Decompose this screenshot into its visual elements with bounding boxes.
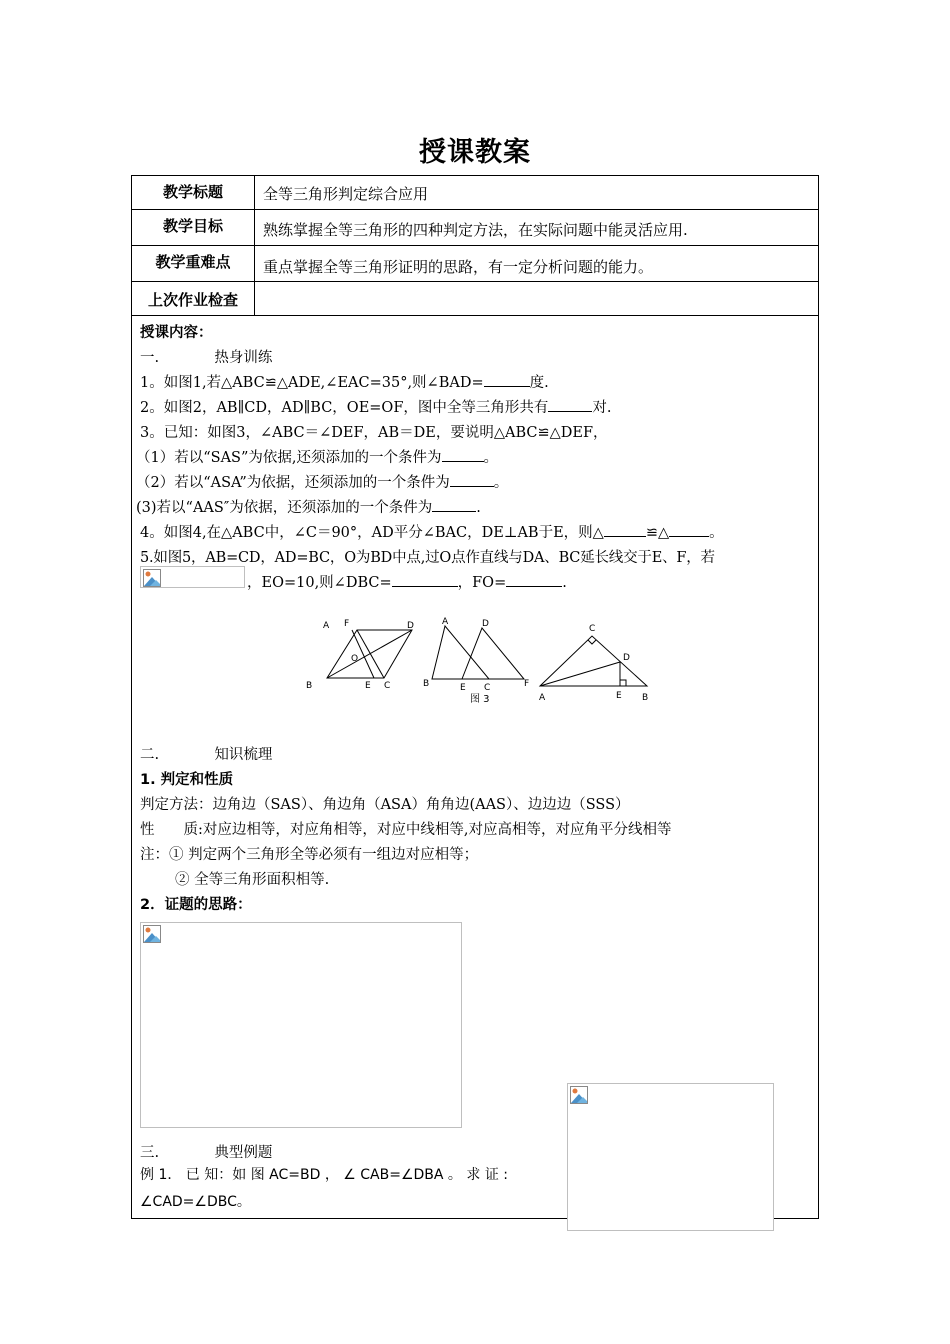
section-2-heading: [140, 743, 272, 764]
row-value: 重点掌握全等三角形证明的思路，有一定分析问题的能力。: [263, 258, 654, 276]
triangle-abc: [432, 626, 489, 679]
row-homework: [132, 282, 818, 316]
knowledge-1-note-1: 注：① 判定两个三角形全等必须有一组边对应相等；: [140, 847, 479, 863]
knowledge-1-properties: 性 质:对应边相等，对应角相等，对应中线相等,对应高相等，对应角平分线相等: [140, 822, 672, 838]
example-1-line-1: 例 1． 已 知：如 图 AC=BD ， ∠ CAB=∠DBA 。 求 证 :: [140, 1167, 508, 1183]
section-title: 知识梳理: [214, 747, 273, 763]
lesson-content: [132, 316, 818, 1216]
section-number: 二.: [140, 747, 160, 763]
figure-3-labels: [539, 624, 648, 703]
figure-two-triangles: [432, 626, 524, 679]
question-5: 5.如图5，AB=CD，AD=BC，O为BD中点,过O点作直线与DA、BC延长线交于E、F，若: [140, 550, 715, 566]
question-5-cont: [247, 571, 567, 592]
question-1: [140, 371, 549, 392]
label-b: B: [423, 679, 430, 689]
question-text: .: [562, 575, 567, 591]
section-number: 三.: [140, 1145, 160, 1161]
section-1-heading: [140, 346, 272, 367]
question-3: 3。已知：如图3，∠ABC＝∠DEF，AB＝DE，要说明△ABC≌△DEF，: [140, 425, 608, 441]
label-e: E: [460, 683, 466, 693]
section-3-heading: [140, 1141, 272, 1162]
row-value: 熟练掌握全等三角形的四种判定方法，在实际问题中能灵活应用.: [263, 221, 688, 239]
question-3-1: [136, 446, 498, 467]
broken-image-icon: [143, 569, 161, 587]
answer-blank[interactable]: [450, 474, 494, 487]
answer-blank[interactable]: [506, 574, 562, 587]
question-text: (3)若以“AAS″为依据，还须添加的一个条件为: [136, 500, 433, 516]
knowledge-2-heading: 2．证题的思路：: [140, 897, 252, 913]
question-text: （2）若以“ASA”为依据，还须添加的一个条件为: [136, 475, 450, 491]
label-f: F: [524, 679, 530, 689]
example-1-line-2: ∠CAD=∠DBC。: [140, 1194, 251, 1210]
label-o: O: [351, 654, 359, 664]
question-text: 度.: [529, 375, 549, 391]
label-d: D: [482, 619, 489, 629]
question-text: ，FO=: [457, 575, 507, 591]
figure-2-labels: [423, 617, 529, 705]
figure-parallelogram: [327, 630, 412, 678]
right-angle-mark-e: [620, 680, 626, 686]
row-value: 全等三角形判定综合应用: [263, 185, 429, 203]
diagonal-bd: [327, 630, 412, 678]
question-text: ，EO=10,则∠DBC=: [247, 575, 392, 591]
label-d: D: [623, 653, 630, 663]
triangle-def: [462, 628, 524, 679]
label-a: A: [323, 621, 330, 631]
label-a: A: [539, 693, 546, 703]
question-text: 4。如图4,在△ABC中，∠C＝90°，AD平分∠BAC，DE⊥AB于E，则△: [140, 525, 604, 541]
question-text: （1）若以“SAS”为依据,还须添加的一个条件为: [136, 450, 442, 466]
row-label: 教学标题: [132, 176, 255, 209]
label-e: E: [616, 691, 622, 701]
label-c: C: [484, 683, 491, 693]
label-c: C: [589, 624, 596, 634]
row-key-points: [132, 246, 818, 282]
row-goal: [132, 210, 818, 246]
example-figure-image-placeholder: [567, 1083, 774, 1231]
knowledge-1-heading: 1. 判定和性质: [140, 772, 234, 788]
label-f: F: [344, 619, 350, 629]
answer-blank[interactable]: [392, 574, 458, 587]
question-2: [140, 396, 612, 417]
knowledge-1-methods: 判定方法：边角边（SAS）、角边角（ASA）角角边(AAS）、边边边（SSS）: [140, 797, 630, 813]
section-title: 热身训练: [214, 350, 273, 366]
section-title: 典型例题: [214, 1145, 273, 1161]
question-text: ≌△: [645, 525, 670, 541]
question-text: 。: [483, 450, 498, 466]
row-label: 教学目标: [132, 210, 255, 245]
label-e: E: [365, 681, 371, 691]
label-b: B: [642, 693, 649, 703]
question-3-2: [136, 471, 508, 492]
label-d: D: [407, 621, 414, 631]
content-heading: 授课内容：: [140, 325, 213, 341]
figures-group: [302, 616, 662, 716]
page-title: 授课教案: [419, 137, 531, 168]
triangle-abc: [540, 636, 647, 686]
inline-image-placeholder: [140, 566, 245, 588]
question-text: 。: [709, 525, 724, 541]
question-text: 1。如图1,若△ABC≌△ADE,∠EAC=35°,则∠BAD=: [140, 375, 484, 391]
row-title: [132, 176, 818, 210]
question-text: 2。如图2，AB∥CD，AD∥BC，OE=OF，图中全等三角形共有: [140, 400, 549, 416]
broken-image-icon: [143, 925, 161, 943]
answer-blank[interactable]: [432, 499, 476, 512]
row-label: 上次作业检查: [132, 282, 255, 315]
figure-right-triangle: [540, 636, 647, 686]
question-text: 对.: [592, 400, 612, 416]
right-angle-mark: [588, 640, 596, 644]
figure-caption: 图 3: [470, 694, 490, 705]
question-text: 。: [493, 475, 509, 491]
label-c: C: [384, 681, 391, 691]
answer-blank[interactable]: [548, 399, 592, 412]
question-4: [140, 521, 724, 542]
question-3-3: [136, 496, 481, 517]
answer-blank[interactable]: [604, 524, 646, 537]
knowledge-1-note-2: ② 全等三角形面积相等.: [175, 872, 330, 888]
question-text: .: [476, 500, 481, 516]
answer-blank[interactable]: [484, 374, 530, 387]
label-b: B: [306, 681, 313, 691]
broken-image-icon: [570, 1086, 588, 1104]
answer-blank[interactable]: [669, 524, 709, 537]
lesson-table: [131, 175, 819, 1219]
label-a: A: [442, 617, 449, 627]
answer-blank[interactable]: [442, 449, 484, 462]
section-number: 一.: [140, 350, 160, 366]
row-label: 教学重难点: [132, 246, 255, 281]
proof-idea-image-placeholder: [140, 922, 462, 1128]
